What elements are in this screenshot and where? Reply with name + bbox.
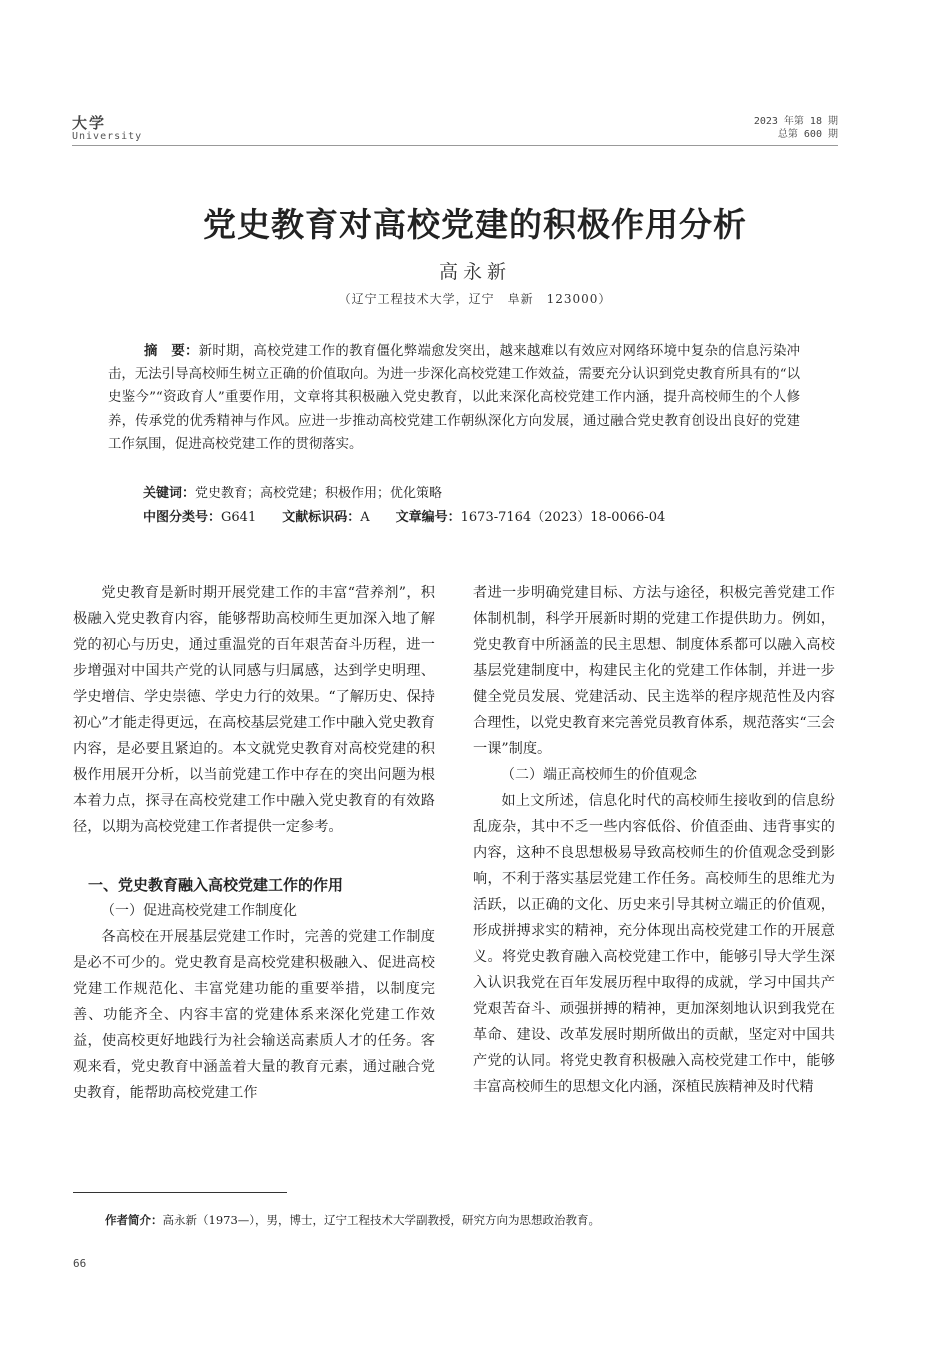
issue-info [754,115,838,141]
body-column-right [473,580,835,1100]
body-paragraph: 者进一步明确党建目标、方法与途径，积极完善党建工作体制机制，科学开展新时期的党建工作提供助力。例如，党史教育中所涵盖的民主思想、制度体系都可以融入高校基层党建制度中，构建民主化的党建工作体制，并进一步健全党员发展、党建活动、民主选举的程序规范性及内容合理性，以党史教育来完善党员教育体系，规范落实“三会一课”制度。 [473,585,835,757]
page-number: 66 [73,1257,87,1270]
intro-paragraph: 党史教育是新时期开展党建工作的丰富“营养剂”，积极融入党史教育内容，能够帮助高校师生更加深入地了解党的初心与历史，通过重温党的百年艰苦奋斗历程，进一步增强对中国共产党的认同感与归属感，达到学史明理、学史增信、学史崇德、学史力行的效果。“了解历史、保持初心”才能走得更远，在高校基层党建工作中融入党史教育内容，是必要且紧迫的。本文就党史教育对高校党建的积极作用展开分析，以当前党建工作中存在的突出问题为根本着力点，探寻在高校党建工作中融入党史教育的有效路径，以期为高校党建工作者提供一定参考。 [73,585,435,835]
footnote-divider [73,1192,287,1193]
body-column-left [73,580,435,1106]
journal-name-en: University [72,131,143,142]
keywords-text: 党史教育；高校党建；积极作用；优化策略 [195,486,443,501]
keywords-label: 关键词： [143,486,196,501]
total-issue-number: 总第 600 期 [777,129,838,140]
issue-number: 2023 年第 18 期 [753,116,838,127]
subsection-heading: （二）端正高校师生的价值观念 [501,767,697,783]
clc-value: G641 [221,510,257,525]
journal-name-cn: 大学 [72,114,107,132]
article-no-value: 1673-7164（2023）18-0066-04 [460,510,666,525]
keywords-line [143,482,442,501]
subsection-heading: （一）促进高校党建工作制度化 [101,903,297,919]
doc-code-value: A [360,510,370,525]
author-footnote [105,1212,600,1228]
body-paragraph: 各高校在开展基层党建工作时，完善的党建工作制度是必不可少的。党史教育是高校党建积极融入、促进高校党建工作规范化、丰富党建功能的重要举措，以制度完善、功能齐全、内容丰富的党建体系来深化党建工作效益，使高校更好地践行为社会输送高素质人才的任务。客观来看，党史教育中涵盖着大量的教育元素，通过融合党史教育，能帮助高校党建工作 [73,929,435,1101]
abstract [108,340,800,456]
classification-line [143,506,665,525]
author-affiliation: （辽宁工程技术大学，辽宁 阜新 123000） [338,292,612,306]
header-divider [72,145,838,146]
article-author: 高永新 [438,261,511,283]
body-paragraph: 如上文所述，信息化时代的高校师生接收到的信息纷乱庞杂，其中不乏一些内容低俗、价值歪曲、违背事实的内容，这种不良思想极易导致高校师生的价值观念受到影响，不利于落实基层党建工作任务。高校师生的思维尤为活跃，以正确的文化、历史来引导其树立端正的价值观，形成拼搏求实的精神，充分体现出高校党建工作的开展意义。将党史教育融入高校党建工作中，能够引导大学生深入认识我党在百年发展历程中取得的成就，学习中国共产党艰苦奋斗、顽强拼搏的精神，更加深刻地认识到我党在革命、建设、改革发展时期所做出的贡献，坚定对中国共产党的认同。将党史教育积极融入高校党建工作中，能够丰富高校师生的思想文化内涵，深植民族精神及时代精 [473,793,835,1095]
abstract-label: 摘 要： [144,344,199,359]
footnote-text: 高永新（1973—），男，博士，辽宁工程技术大学副教授，研究方向为思想政治教育。 [162,1213,601,1227]
abstract-text: 新时期，高校党建工作的教育僵化弊端愈发突出，越来越难以有效应对网络环境中复杂的信息污染冲击，无法引导高校师生树立正确的价值取向。为进一步深化高校党建工作效益，需要充分认识到党史教育所具有的“以史鉴今”“资政育人”重要作用，文章将其积极融入党史教育，以此来深化高校党建工作内涵，提升高校师生的个人修养，传承党的优秀精神与作风。应进一步推动高校党建工作朝纵深化方向发展，通过融合党史教育创设出良好的党建工作氛围，促进高校党建工作的贯彻落实。 [108,344,801,452]
article-title: 党史教育对高校党建的积极作用分析 [203,205,747,244]
clc-label: 中图分类号： [143,510,222,525]
article-no-label: 文章编号： [395,510,461,525]
section-heading: 一、党史教育融入高校党建工作的作用 [88,876,344,894]
footnote-label: 作者简介： [105,1213,163,1227]
doc-code-label: 文献标识码： [282,510,361,525]
